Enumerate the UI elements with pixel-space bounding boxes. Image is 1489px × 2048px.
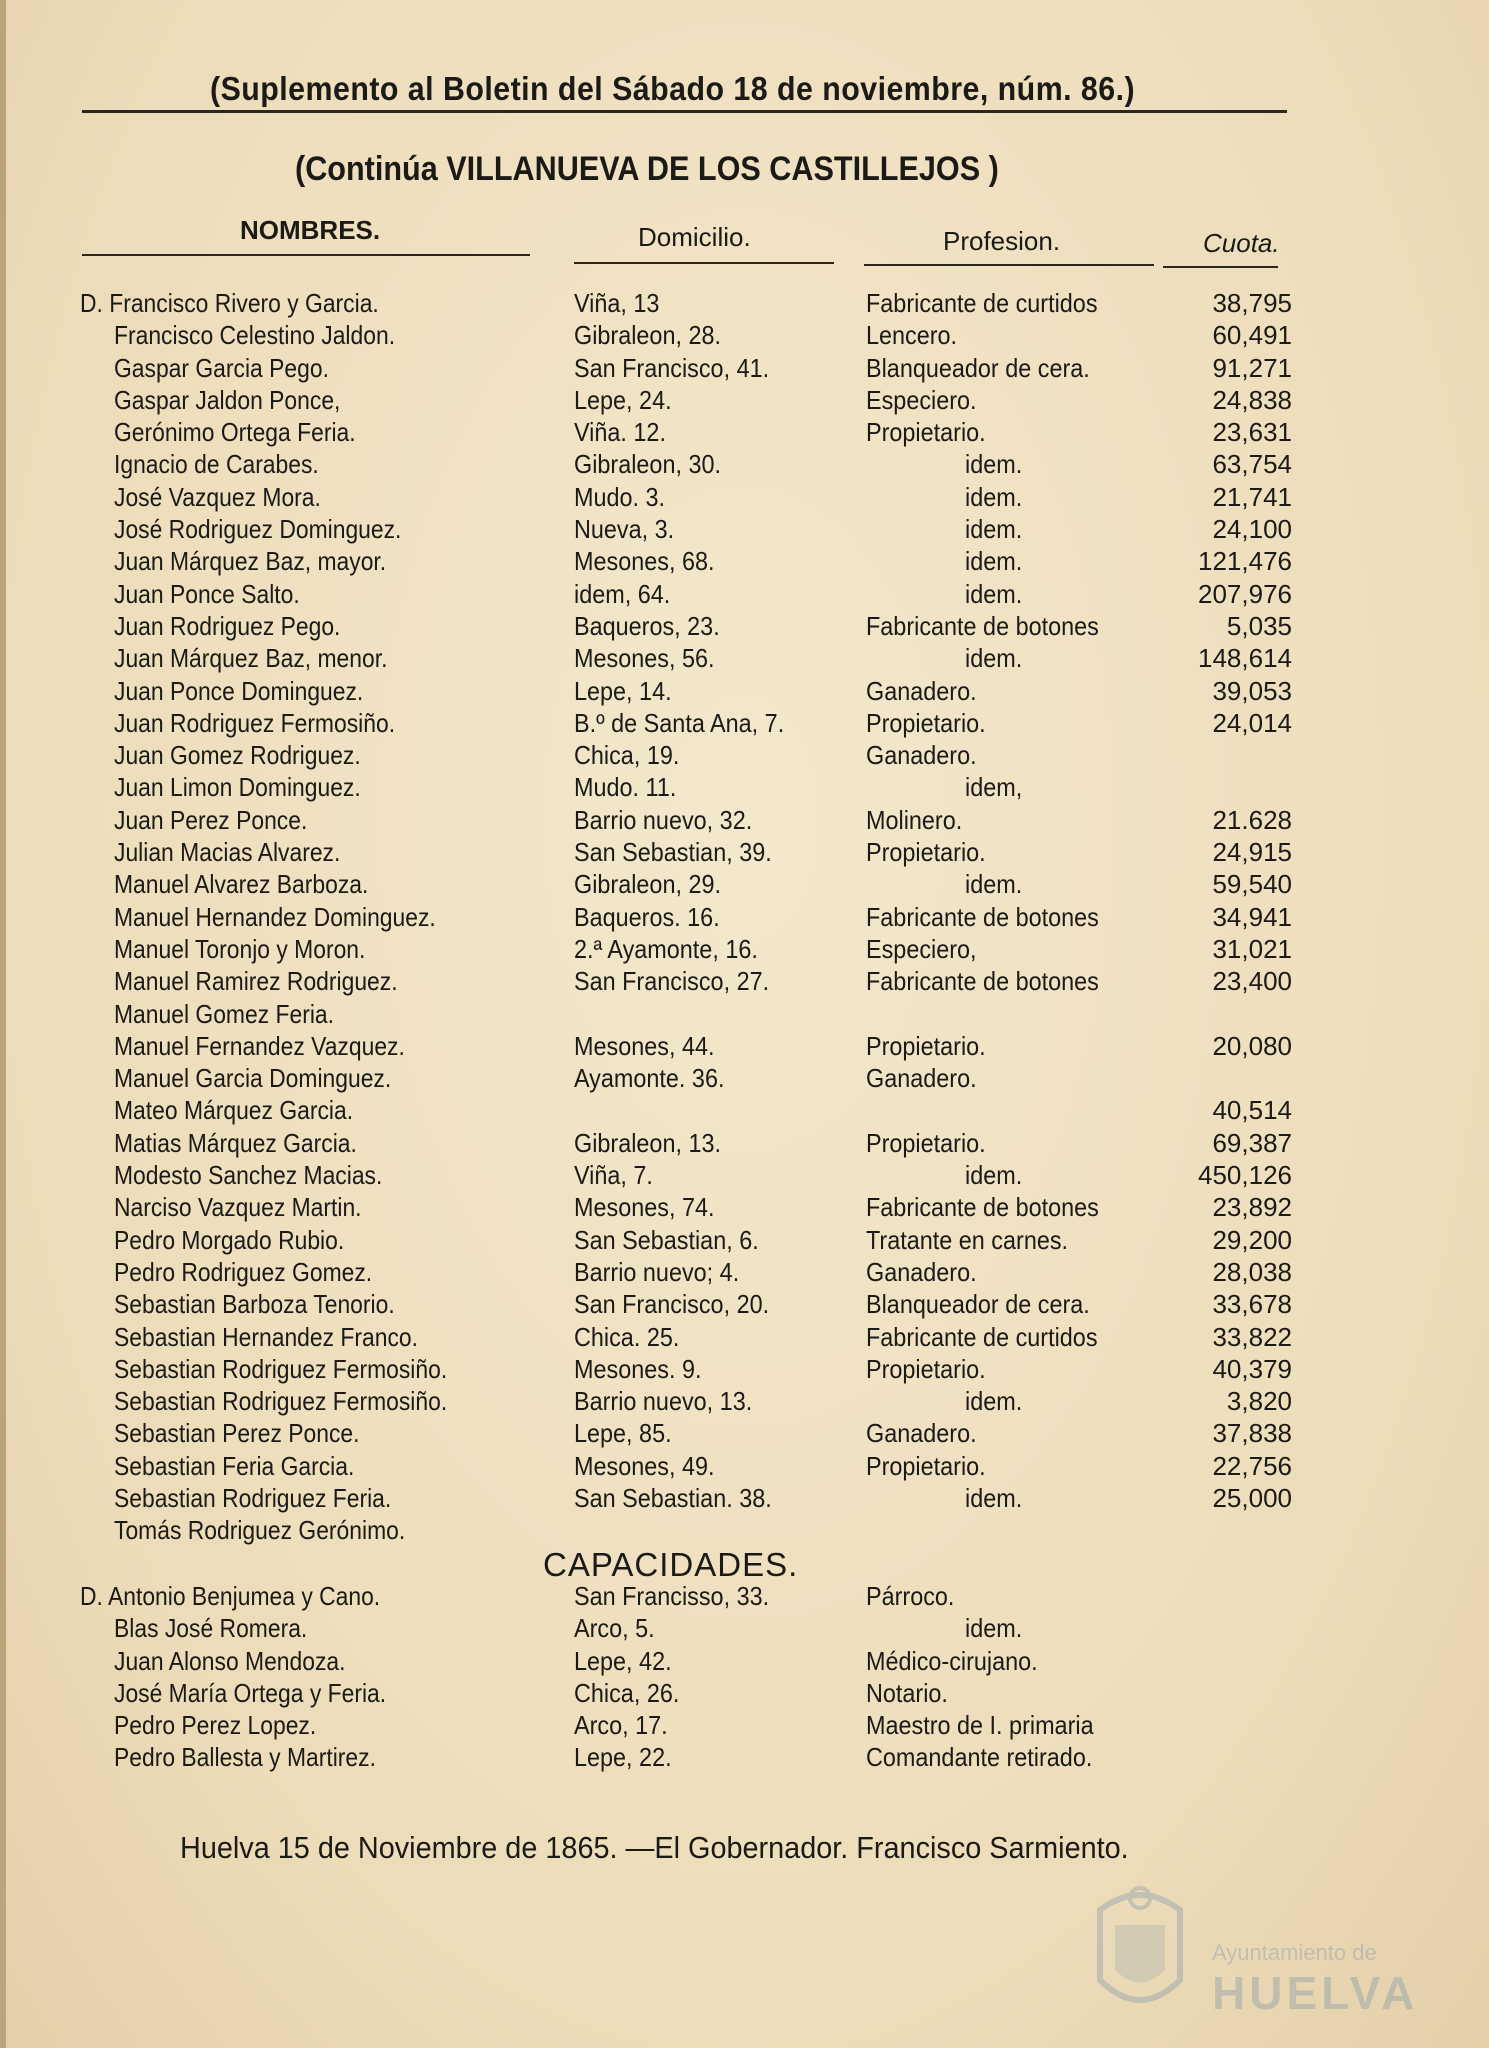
row-domicilio: Lepe, 85.: [574, 1418, 672, 1449]
row-nombre: Blas José Romera.: [114, 1613, 308, 1644]
row-profesion: Blanqueador de cera.: [866, 352, 1090, 383]
row-profesion: Molinero.: [866, 804, 963, 835]
row-nombre: Gaspar Garcia Pego.: [114, 352, 329, 383]
row-domicilio: Viña. 12.: [574, 417, 666, 448]
row-profesion: idem.: [965, 1160, 1023, 1191]
row-nombre: Mateo Márquez Garcia.: [114, 1095, 354, 1126]
row-domicilio: San Francisco, 41.: [574, 352, 770, 383]
row-profesion: idem.: [965, 643, 1023, 674]
continuation-title: (Continúa VILLANUEVA DE LOS CASTILLEJOS ): [295, 150, 999, 188]
row-nombre: Juan Ponce Dominguez.: [114, 675, 364, 706]
table-row: [0, 545, 1489, 577]
row-profesion: Propietario.: [866, 417, 986, 448]
row-cuota: 121,476: [1198, 546, 1292, 577]
row-nombre: Sebastian Rodriguez Fermosiño.: [114, 1353, 448, 1384]
row-cuota: 23,892: [1212, 1192, 1292, 1223]
row-profesion: Médico-cirujano.: [866, 1645, 1038, 1676]
table-row: [0, 933, 1489, 965]
row-domicilio: Baqueros. 16.: [574, 901, 720, 932]
row-nombre: José Rodriguez Dominguez.: [114, 514, 402, 545]
row-domicilio: Arco, 17.: [574, 1710, 668, 1741]
row-profesion: Fabricante de botones: [866, 610, 1099, 641]
contributors-table: [0, 287, 1489, 1547]
row-profesion: Propietario.: [866, 1353, 986, 1384]
row-profesion: Propietario.: [866, 1450, 986, 1481]
row-cuota: 91,271: [1212, 352, 1292, 383]
row-domicilio: Ayamonte. 36.: [574, 1063, 725, 1094]
row-profesion: Ganadero.: [866, 675, 977, 706]
row-domicilio: 2.ª Ayamonte, 16.: [574, 933, 758, 964]
row-nombre: Pedro Rodriguez Gomez.: [114, 1256, 373, 1287]
row-cuota: 59,540: [1212, 869, 1292, 900]
row-nombre: Juan Alonso Mendoza.: [114, 1645, 346, 1676]
row-domicilio: San Francisso, 33.: [574, 1581, 770, 1611]
row-cuota: 40,514: [1212, 1095, 1292, 1126]
row-profesion: Comandante retirado.: [866, 1742, 1093, 1773]
footer-signature: Huelva 15 de Noviembre de 1865. —El Gobernador. Francisco Sarmiento.: [180, 1830, 1129, 1865]
row-profesion: Maestro de I. primaria: [866, 1710, 1094, 1741]
row-domicilio: Mesones, 44.: [574, 1030, 715, 1061]
row-nombre: Gerónimo Ortega Feria.: [114, 417, 356, 448]
row-cuota: 28,038: [1212, 1256, 1292, 1287]
table-row: [0, 771, 1489, 803]
row-cuota: 29,200: [1212, 1224, 1292, 1255]
row-nombre: Julian Macias Alvarez.: [114, 837, 341, 868]
row-profesion: Ganadero.: [866, 1063, 977, 1094]
column-header-profesion: Profesion.: [943, 226, 1061, 256]
row-cuota: 3,820: [1226, 1386, 1292, 1417]
row-profesion: idem.: [965, 546, 1023, 577]
table-row: [0, 610, 1489, 642]
row-nombre: Gaspar Jaldon Ponce,: [114, 384, 341, 415]
row-nombre: Juan Márquez Baz, mayor.: [114, 546, 387, 577]
row-cuota: 69,387: [1212, 1127, 1292, 1158]
row-domicilio: Barrio nuevo; 4.: [574, 1256, 740, 1287]
table-row: [0, 578, 1489, 610]
row-nombre: Juan Ponce Salto.: [114, 578, 300, 609]
table-row: [0, 287, 1489, 319]
table-row: [0, 1709, 1489, 1741]
row-cuota: 5,035: [1226, 610, 1292, 641]
row-nombre: Pedro Ballesta y Martirez.: [114, 1742, 376, 1773]
table-row: [0, 513, 1489, 545]
row-profesion: Fabricante de botones: [866, 966, 1099, 997]
row-cuota: 450,126: [1198, 1160, 1292, 1191]
row-cuota: 34,941: [1212, 901, 1292, 932]
capacidades-table: [0, 1580, 1489, 1774]
row-profesion: Ganadero.: [866, 1418, 977, 1449]
row-profesion: idem.: [965, 1613, 1023, 1644]
row-domicilio: Mesones, 56.: [574, 643, 715, 674]
table-row: [0, 384, 1489, 416]
table-row: [0, 1417, 1489, 1449]
row-nombre: Sebastian Feria Garcia.: [114, 1450, 355, 1481]
table-row: [0, 1514, 1489, 1546]
row-nombre: Juan Perez Ponce.: [114, 804, 308, 835]
table-row: [0, 1580, 1489, 1612]
table-row: [0, 836, 1489, 868]
row-cuota: 33,678: [1212, 1289, 1292, 1320]
table-row: [0, 1127, 1489, 1159]
row-domicilio: Chica, 19.: [574, 740, 680, 771]
row-domicilio: Lepe, 14.: [574, 675, 672, 706]
table-row: [0, 1062, 1489, 1094]
row-nombre: Ignacio de Carabes.: [114, 449, 319, 480]
row-cuota: 23,400: [1212, 966, 1292, 997]
row-cuota: 63,754: [1212, 449, 1292, 480]
row-domicilio: idem, 64.: [574, 578, 671, 609]
table-row: [0, 998, 1489, 1030]
table-row: [0, 1677, 1489, 1709]
row-nombre: D. Antonio Benjumea y Cano.: [80, 1581, 381, 1611]
row-domicilio: B.º de Santa Ana, 7.: [574, 707, 785, 738]
row-profesion: Ganadero.: [866, 740, 977, 771]
table-row: [0, 1224, 1489, 1256]
watermark: [1080, 1870, 1419, 2030]
row-domicilio: Lepe, 42.: [574, 1645, 672, 1676]
column-header-nombres: NOMBRES.: [240, 215, 381, 245]
row-nombre: Narciso Vazquez Martin.: [114, 1192, 362, 1223]
row-nombre: Pedro Perez Lopez.: [114, 1710, 317, 1741]
row-nombre: Manuel Garcia Dominguez.: [114, 1063, 392, 1094]
row-domicilio: San Sebastian. 38.: [574, 1482, 772, 1513]
table-row: [0, 448, 1489, 480]
watermark-line2: HUELVA: [1212, 1967, 1419, 2019]
row-nombre: Manuel Toronjo y Moron.: [114, 933, 366, 964]
row-profesion: Especiero,: [866, 933, 977, 964]
row-domicilio: San Francisco, 27.: [574, 966, 770, 997]
row-cuota: 148,614: [1198, 643, 1292, 674]
row-domicilio: Gibraleon, 29.: [574, 869, 721, 900]
row-domicilio: Lepe, 24.: [574, 384, 672, 415]
row-cuota: 22,756: [1212, 1450, 1292, 1481]
row-nombre: Matias Márquez Garcia.: [114, 1127, 357, 1158]
row-profesion: Propietario.: [866, 1127, 986, 1158]
row-nombre: Manuel Alvarez Barboza.: [114, 869, 369, 900]
row-profesion: Tratante en carnes.: [866, 1224, 1069, 1255]
row-cuota: 39,053: [1212, 675, 1292, 706]
table-row: [0, 1030, 1489, 1062]
row-profesion: idem.: [965, 869, 1023, 900]
row-profesion: idem.: [965, 481, 1023, 512]
row-domicilio: Mesones. 9.: [574, 1353, 702, 1384]
row-nombre: José Vazquez Mora.: [114, 481, 321, 512]
row-domicilio: Chica, 26.: [574, 1677, 680, 1708]
table-row: [0, 1191, 1489, 1223]
row-cuota: 37,838: [1212, 1418, 1292, 1449]
table-row: [0, 1612, 1489, 1644]
row-domicilio: Gibraleon, 13.: [574, 1127, 721, 1158]
row-domicilio: Lepe, 22.: [574, 1742, 672, 1773]
row-domicilio: Gibraleon, 30.: [574, 449, 721, 480]
row-domicilio: Viña, 7.: [574, 1160, 653, 1191]
row-nombre: Tomás Rodriguez Gerónimo.: [114, 1515, 406, 1546]
row-domicilio: Chica. 25.: [574, 1321, 680, 1352]
header-rule: [82, 110, 1287, 113]
row-nombre: D. Francisco Rivero y Garcia.: [80, 288, 379, 318]
row-cuota: 21,741: [1212, 481, 1292, 512]
row-profesion: Ganadero.: [866, 1256, 977, 1287]
row-nombre: Juan Limon Dominguez.: [114, 772, 361, 803]
table-row: [0, 1482, 1489, 1514]
row-profesion: idem.: [965, 514, 1023, 545]
row-domicilio: Barrio nuevo, 32.: [574, 804, 753, 835]
supplement-header: (Suplemento al Boletin del Sábado 18 de noviembre, núm. 86.): [210, 70, 1136, 107]
row-nombre: Sebastian Perez Ponce.: [114, 1418, 360, 1449]
row-cuota: 25,000: [1212, 1482, 1292, 1513]
table-row: [0, 965, 1489, 997]
row-profesion: Lencero.: [866, 320, 958, 351]
column-header-domicilio: Domicilio.: [638, 222, 751, 252]
table-row: [0, 416, 1489, 448]
row-nombre: Francisco Celestino Jaldon.: [114, 320, 396, 351]
row-domicilio: Mesones, 49.: [574, 1450, 715, 1481]
row-nombre: Juan Rodriguez Fermosiño.: [114, 707, 396, 738]
column-rule: [574, 262, 834, 264]
table-row: [0, 804, 1489, 836]
row-cuota: 40,379: [1212, 1353, 1292, 1384]
watermark-line1: Ayuntamiento de: [1212, 1940, 1377, 1965]
row-nombre: Sebastian Rodriguez Fermosiño.: [114, 1386, 448, 1417]
table-row: [0, 1321, 1489, 1353]
row-nombre: Manuel Gomez Feria.: [114, 998, 334, 1029]
row-profesion: idem.: [965, 578, 1023, 609]
row-profesion: Fabricante de botones: [866, 901, 1099, 932]
row-profesion: Fabricante de botones: [866, 1192, 1099, 1223]
row-cuota: 31,021: [1212, 933, 1292, 964]
table-row: [0, 868, 1489, 900]
table-row: [0, 1645, 1489, 1677]
table-row: [0, 352, 1489, 384]
table-row: [0, 739, 1489, 771]
row-cuota: 60,491: [1212, 320, 1292, 351]
row-domicilio: Baqueros, 23.: [574, 610, 720, 641]
row-domicilio: Barrio nuevo, 13.: [574, 1386, 753, 1417]
row-cuota: 24,915: [1212, 837, 1292, 868]
row-domicilio: Mudo. 11.: [574, 772, 677, 803]
row-cuota: 33,822: [1212, 1321, 1292, 1352]
row-profesion: Propietario.: [866, 1030, 986, 1061]
table-row: [0, 1741, 1489, 1773]
column-rule: [1163, 266, 1278, 268]
row-domicilio: Nueva, 3.: [574, 514, 675, 545]
table-row: [0, 1450, 1489, 1482]
row-profesion: idem.: [965, 449, 1023, 480]
row-nombre: Manuel Hernandez Dominguez.: [114, 901, 436, 932]
row-nombre: Juan Márquez Baz, menor.: [114, 643, 388, 674]
capacidades-title: CAPACIDADES.: [543, 1546, 799, 1583]
table-row: [0, 481, 1489, 513]
column-header-cuota: Cuota.: [1203, 228, 1280, 258]
row-nombre: Sebastian Barboza Tenorio.: [114, 1289, 395, 1320]
row-profesion: Fabricante de curtidos: [866, 288, 1098, 318]
table-row: [0, 642, 1489, 674]
table-row: [0, 1256, 1489, 1288]
row-cuota: 24,100: [1212, 514, 1292, 545]
row-nombre: José María Ortega y Feria.: [114, 1677, 387, 1708]
row-profesion: Notario.: [866, 1677, 948, 1708]
table-row: [0, 675, 1489, 707]
row-profesion: idem.: [965, 1386, 1023, 1417]
row-nombre: Juan Gomez Rodriguez.: [114, 740, 361, 771]
row-domicilio: San Sebastian, 6.: [574, 1224, 759, 1255]
row-cuota: 24,838: [1212, 384, 1292, 415]
row-cuota: 207,976: [1198, 578, 1292, 609]
row-nombre: Sebastian Hernandez Franco.: [114, 1321, 418, 1352]
column-rule: [82, 254, 530, 256]
row-nombre: Manuel Fernandez Vazquez.: [114, 1030, 405, 1061]
row-nombre: Modesto Sanchez Macias.: [114, 1160, 383, 1191]
row-profesion: Blanqueador de cera.: [866, 1289, 1090, 1320]
row-profesion: Párroco.: [866, 1581, 955, 1611]
row-domicilio: Mesones, 74.: [574, 1192, 715, 1223]
row-domicilio: Mudo. 3.: [574, 481, 666, 512]
row-profesion: Fabricante de curtidos: [866, 1321, 1098, 1352]
table-row: [0, 1094, 1489, 1126]
row-domicilio: Arco, 5.: [574, 1613, 655, 1644]
row-domicilio: Mesones, 68.: [574, 546, 715, 577]
table-row: [0, 707, 1489, 739]
table-row: [0, 1353, 1489, 1385]
row-profesion: idem.: [965, 1482, 1023, 1513]
row-profesion: Especiero.: [866, 384, 977, 415]
table-row: [0, 1159, 1489, 1191]
row-cuota: 20,080: [1212, 1030, 1292, 1061]
row-cuota: 21.628: [1212, 804, 1292, 835]
row-domicilio: Viña, 13: [574, 288, 660, 318]
table-row: [0, 1385, 1489, 1417]
row-nombre: Juan Rodriguez Pego.: [114, 610, 341, 641]
row-cuota: 23,631: [1212, 417, 1292, 448]
row-profesion: Propietario.: [866, 707, 986, 738]
row-domicilio: Gibraleon, 28.: [574, 320, 721, 351]
row-domicilio: San Francisco, 20.: [574, 1289, 770, 1320]
coat-of-arms-icon: [1080, 1870, 1200, 2030]
row-nombre: Pedro Morgado Rubio.: [114, 1224, 345, 1255]
column-rule: [864, 264, 1154, 266]
table-row: [0, 319, 1489, 351]
row-cuota: 24,014: [1212, 707, 1292, 738]
table-row: [0, 1288, 1489, 1320]
row-profesion: idem,: [965, 772, 1023, 803]
row-cuota: 38,795: [1212, 288, 1292, 318]
row-profesion: Propietario.: [866, 837, 986, 868]
row-nombre: Manuel Ramirez Rodriguez.: [114, 966, 398, 997]
table-row: [0, 901, 1489, 933]
row-nombre: Sebastian Rodriguez Feria.: [114, 1482, 392, 1513]
row-domicilio: San Sebastian, 39.: [574, 837, 772, 868]
